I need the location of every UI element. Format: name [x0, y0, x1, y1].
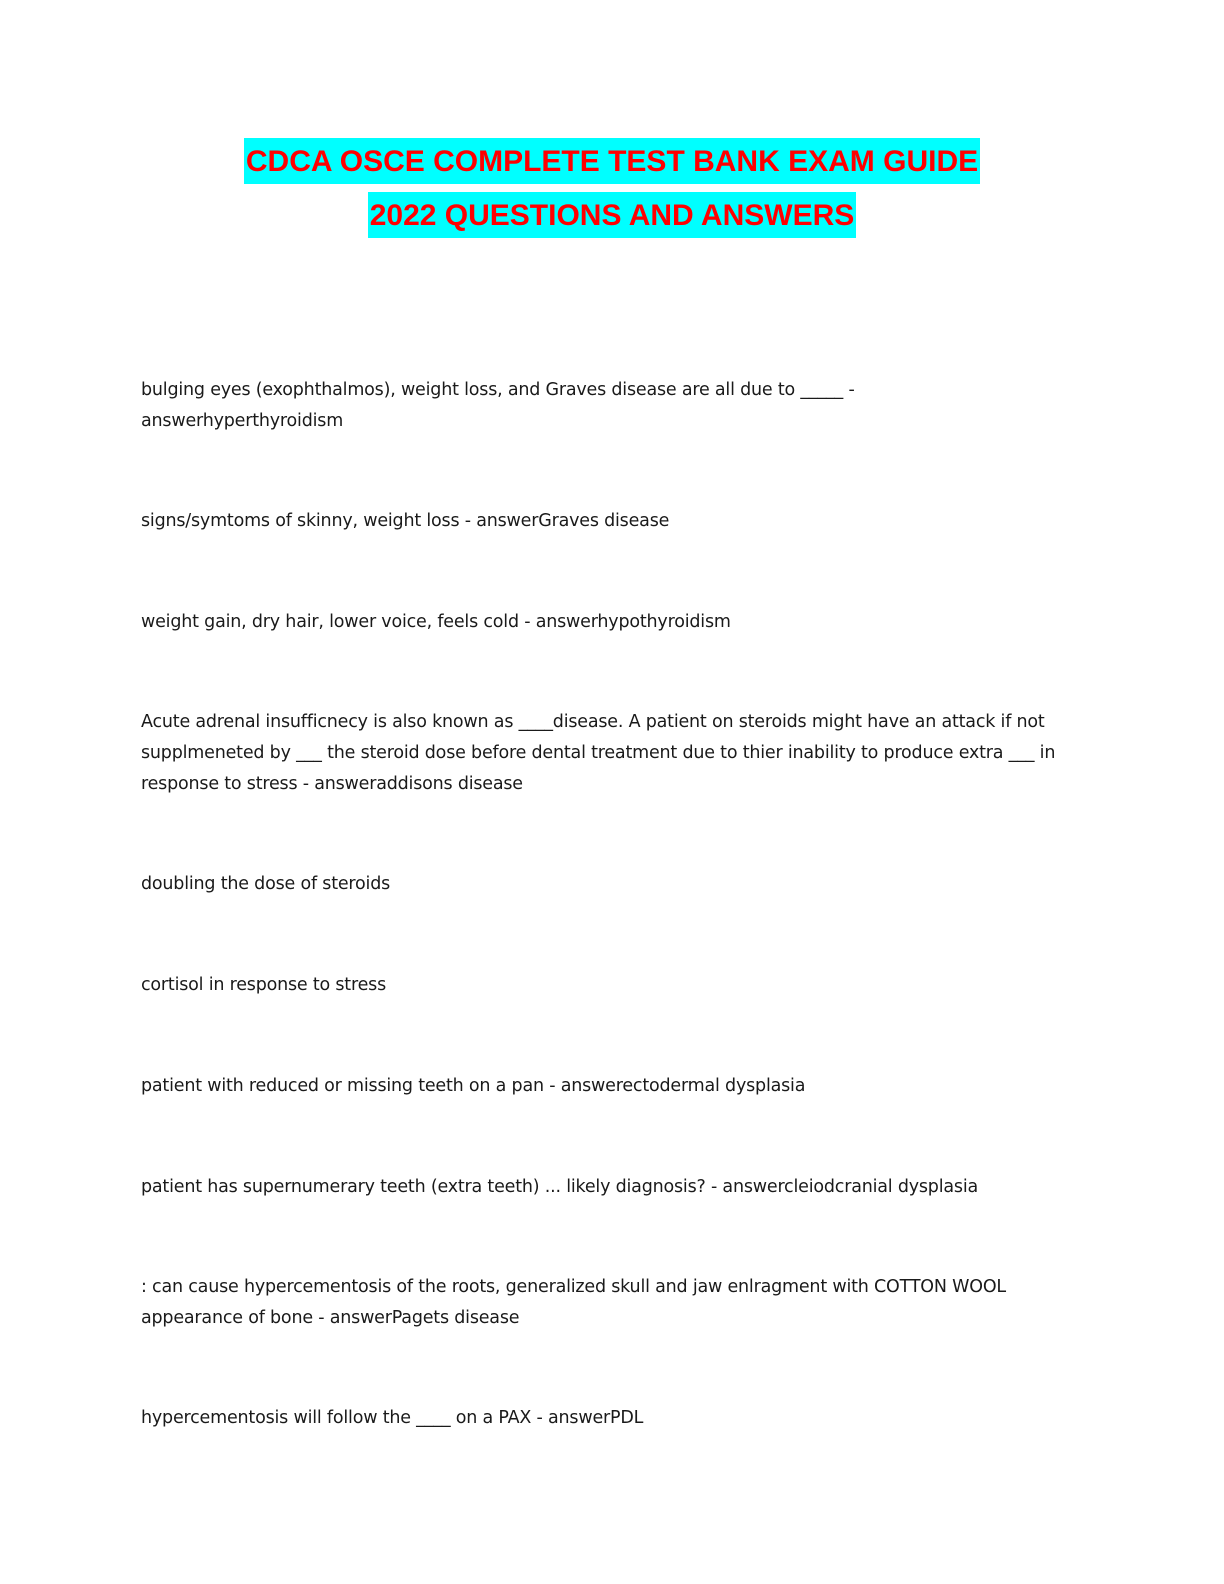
qa-entry-10: hypercementosis will follow the ____ on a PAX - answerPDL: [141, 1408, 644, 1428]
document-title-line-2-wrapper: [0, 192, 1224, 238]
document-title-line-1: CDCA OSCE COMPLETE TEST BANK EXAM GUIDE: [244, 138, 980, 184]
document-title-line-1-wrapper: [0, 138, 1224, 184]
qa-entry-4: Acute adrenal insufficnecy is also known as ____disease. A patient on steroids might have an attack if not supplmeneted by ___ the steroid dose before dental treatment due to thier inability to produce extra ___ in response to stress - answeraddisons disease: [141, 712, 1056, 794]
qa-entry-9: : can cause hypercementosis of the roots, generalized skull and jaw enlragment with COTTON WOOL appearance of bone - answerPagets disease: [141, 1277, 1006, 1328]
qa-entry-5: doubling the dose of steroids: [141, 874, 391, 894]
qa-entry-6: cortisol in response to stress: [141, 975, 386, 995]
qa-entry-3: weight gain, dry hair, lower voice, feels cold - answerhypothyroidism: [141, 612, 731, 632]
qa-entry-8: patient has supernumerary teeth (extra teeth) ... likely diagnosis? - answercleiodcranial dysplasia: [141, 1177, 978, 1197]
qa-entry-7: patient with reduced or missing teeth on a pan - answerectodermal dysplasia: [141, 1076, 806, 1096]
qa-entry-1: bulging eyes (exophthalmos), weight loss, and Graves disease are all due to _____ - answerhyperthyroidism: [141, 380, 855, 431]
document-title-line-2: 2022 QUESTIONS AND ANSWERS: [368, 192, 857, 238]
qa-entry-2: signs/symtoms of skinny, weight loss - answerGraves disease: [141, 511, 670, 531]
